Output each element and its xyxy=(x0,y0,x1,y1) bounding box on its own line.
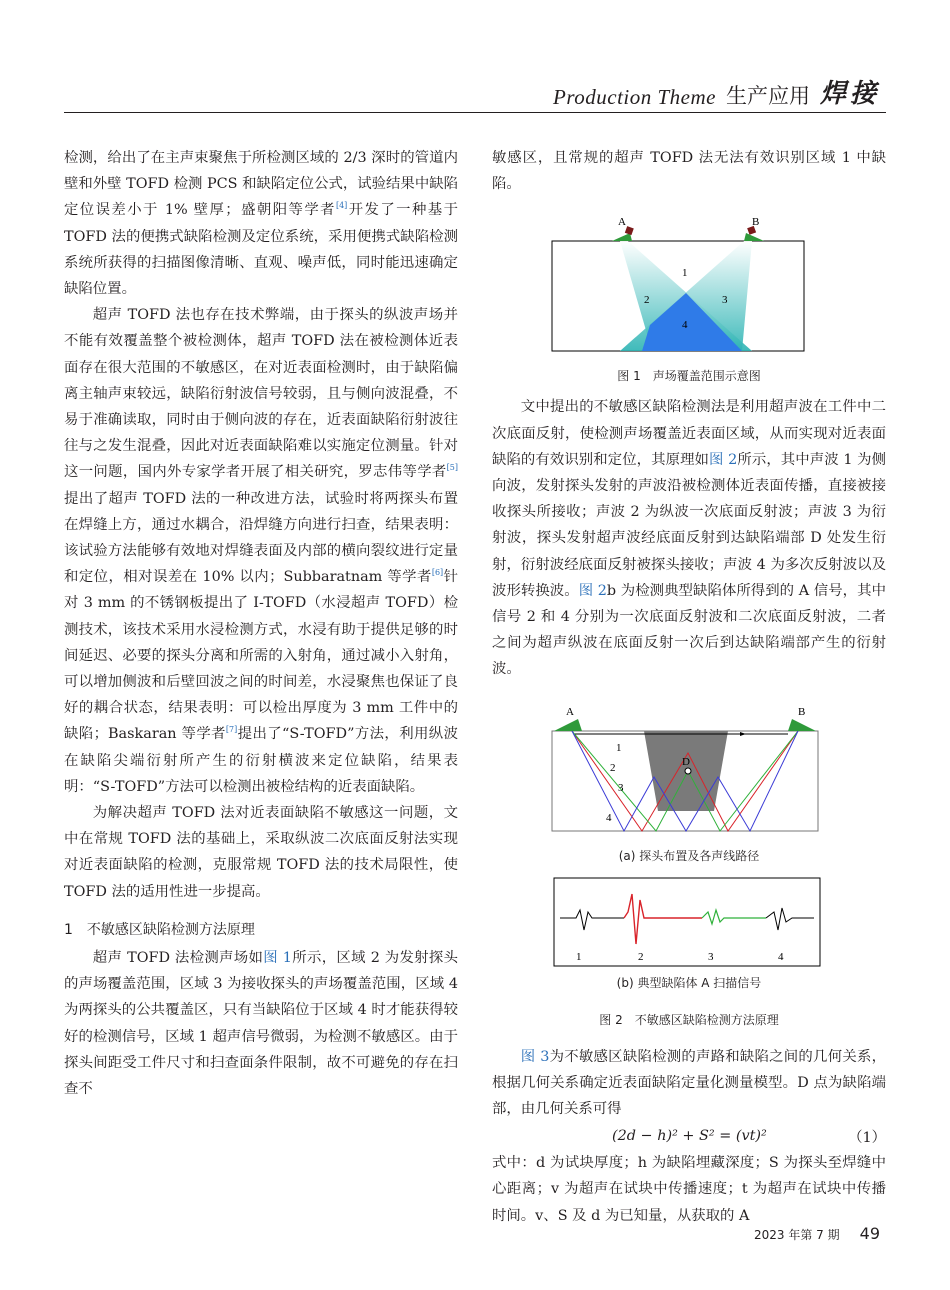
page-footer xyxy=(754,1224,880,1243)
left-column xyxy=(64,145,458,1102)
equation-number: （1） xyxy=(848,1129,886,1146)
figure-2-link[interactable]: 图 2 xyxy=(709,451,738,468)
citation-7[interactable]: [7] xyxy=(225,725,238,735)
header-en-title: Production Theme xyxy=(553,85,716,109)
fig2-path-4-label: 4 xyxy=(606,811,612,824)
header-rule xyxy=(64,112,886,113)
left-paragraph-1: 检测，给出了在主声束聚焦于所检测区域的 2/3 深时的管道内壁和外壁 TOFD 检测 PCS 和缺陷定位公式，试验结果中缺陷定位误差小于 1% 壁厚；盛朝阳等学者[4]开发了一种基于 TOFD 法的便携式缺陷检测及定位系统，采用便携式缺陷检测系统所获得的扫描图像清晰、直观、噪声低，同时能迅速确定缺陷位置。 xyxy=(64,150,458,298)
right-paragraph-1: 敏感区，且常规的超声 TOFD 法无法有效识别区域 1 中缺陷。 xyxy=(492,150,886,193)
fig2-path-2-label: 2 xyxy=(610,761,616,774)
right-paragraph-3: 图 3为不敏感区缺陷检测的声路和缺陷之间的几何关系，根据几何关系确定近表面缺陷定量化测量模型。D 点为缺陷端部，由几何关系可得 xyxy=(492,1048,886,1118)
figure-2b-link[interactable]: 图 2 xyxy=(578,582,607,599)
figure-2-caption: 图 2 不敏感区缺陷检测方法原理 xyxy=(599,1012,779,1027)
figure-2b-ascan xyxy=(492,872,886,968)
page-number: 49 xyxy=(859,1224,880,1243)
sig-label-1: 1 xyxy=(576,950,582,963)
journal-brand: 焊接 xyxy=(819,79,880,109)
fig2-path-1-label: 1 xyxy=(616,741,622,754)
figure-1-link[interactable]: 图 1 xyxy=(263,949,292,966)
figure-1-diagram xyxy=(492,201,886,361)
figure-2b-subcaption: (b) 典型缺陷体 A 扫描信号 xyxy=(616,975,762,990)
figure-1-caption: 图 1 声场覆盖范围示意图 xyxy=(617,369,761,384)
fig2-label-d: D xyxy=(682,755,690,768)
fig1-label-b: B xyxy=(752,216,760,229)
equation-body: (2d − h)² + S² = (vt)² xyxy=(612,1128,767,1145)
fig1-region-3: 3 xyxy=(722,294,728,307)
left-paragraph-4: 超声 TOFD 法检测声场如图 1所示，区域 2 为发射探头的声场覆盖范围，区域 3 为接收探头的声场覆盖范围，区域 4 为两探头的公共覆盖区，只有当缺陷位于区域 4 时才能获得较好的检测信号，区域 1 超声信号微弱，为检测不敏感区。由于探头间距受工件尺寸和扫查面条件限制，故不可避免的存在扫查不 xyxy=(64,949,458,1097)
fig2-path-3-label: 3 xyxy=(618,781,624,794)
equation-1 xyxy=(492,1122,886,1150)
fig1-region-1: 1 xyxy=(682,267,688,280)
fig2-label-a: A xyxy=(566,705,574,718)
probe-b-icon-2 xyxy=(788,719,816,731)
figure-2a-diagram xyxy=(492,701,886,853)
header-cn-title: 生产应用 xyxy=(725,84,810,108)
left-paragraph-2: 超声 TOFD 法也存在技术弊端，由于探头的纵波声场并不能有效覆盖整个被检测体，超声 TOFD 法在被检测体近表面存在很大范围的不敏感区，在对近表面检测时，由于缺陷偏离主轴声束较远，缺陷衍射波信号较弱，且与侧向波混叠，不易于准确读取，同时由于侧向波的存在，近表面缺陷衍射波往往与之发生混叠，因此对近表面缺陷难以实施定位测量。针对这一问题，国内外专家学者开展了相关研究，罗志伟等学者[5]提出了超声 TOFD 法的一种改进方法，试验时将两探头布置在焊缝上方，通过水耦合，沿焊缝方向进行扫查，结果表明：该试验方法能够有效地对焊缝表面及内部的横向裂纹进行定量和定位，相对误差在 10% 以内；Subbaratnam 等学者[6]针对 3 mm 的不锈钢板提出了 I-TOFD（水浸超声 TOFD）检测技术，该技术采用水浸检测方式，水浸有助于提供足够的时间延迟、必要的探头分离和所需的入射角，通过减小入射角，可以增加侧波和后壁回波之间的时间差，水浸聚焦也保证了良好的耦合状态，结果表明：可以检出厚度为 3 mm 工件中的缺陷；Baskaran 等学者[7]提出了“S-TOFD”方法，利用纵波在缺陷尖端衍射所产生的衍射横波来定位缺陷，结果表明：“S-TOFD”方法可以检测出被检结构的近表面缺陷。 xyxy=(64,307,458,795)
probe-a-icon-2 xyxy=(554,719,582,731)
citation-6[interactable]: [6] xyxy=(431,568,444,578)
probe-a-element xyxy=(625,227,634,236)
sig-label-4: 4 xyxy=(778,950,784,963)
citation-4[interactable]: [4] xyxy=(335,201,348,211)
figure-3-link[interactable]: 图 3 xyxy=(520,1048,550,1065)
sig-label-3: 3 xyxy=(708,950,714,963)
fig1-label-a: A xyxy=(618,216,626,229)
figure-2a-subcaption: (a) 探头布置及各声线路径 xyxy=(618,848,760,863)
fig2-label-b: B xyxy=(798,705,806,718)
section-heading: 1 不敏感区缺陷检测方法原理 xyxy=(64,921,255,938)
right-paragraph-2: 文中提出的不敏感区缺陷检测法是利用超声波在工件中二次底面反射，使检测声场覆盖近表面区域，从而实现对近表面缺陷的有效识别和定位，其原理如图 2所示，其中声波 1 为侧向波，发射探头发射的声波沿被检测体近表面传播，直接被接收探头所接收；声波 2 为纵波一次底面反射波；声波 3 为衍射波，探头发射超声波经底面反射到达缺陷端部 D 处发生衍射，衍射波经底面反射被探头接收；声波 4 为多次反射波以及波形转换波。图 2b 为检测典型缺陷体所得到的 A 信号，其中信号 2 和 4 分别为一次底面反射波和二次底面反射波，二者之间为超声纵波在底面反射一次后到达缺陷端部产生的衍射波。 xyxy=(492,399,886,678)
citation-5[interactable]: [5] xyxy=(446,463,458,473)
fig1-region-2: 2 xyxy=(644,294,650,307)
sig-label-2: 2 xyxy=(638,950,644,963)
right-paragraph-4: 式中：d 为试块厚度；h 为缺陷埋藏深度；S 为探头至焊缝中心距离；v 为超声在试块中传播速度；t 为超声在试块中传播时间。v、S 及 d 为已知量，从获取的 A xyxy=(492,1155,886,1224)
left-paragraph-3: 为解决超声 TOFD 法对近表面缺陷不敏感这一问题，文中在常规 TOFD 法的基础上，采取纵波二次底面反射法实现对近表面缺陷的检测，克服常规 TOFD 法的技术局限性，使 TOFD 法的适用性进一步提高。 xyxy=(64,805,458,900)
issue-label: 2023 年第 7 期 xyxy=(754,1228,840,1242)
defect-tip-d xyxy=(685,768,691,774)
page-header xyxy=(553,70,880,110)
probe-b-icon xyxy=(744,233,764,241)
right-column xyxy=(492,145,886,1229)
fig1-region-4: 4 xyxy=(682,319,688,332)
